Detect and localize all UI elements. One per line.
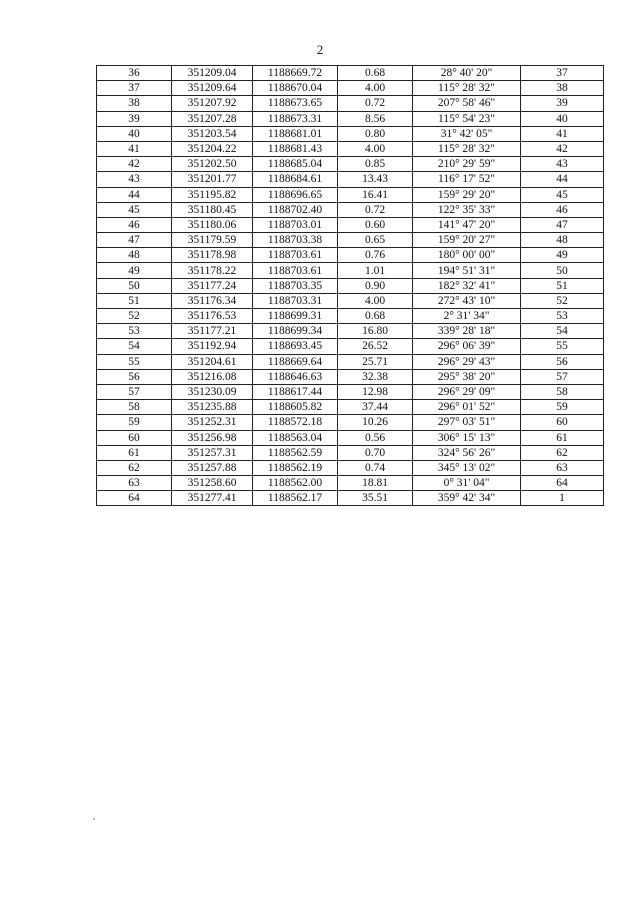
bearing-cell: 122° 35' 33" xyxy=(413,202,521,217)
point-number-cell: 44 xyxy=(97,187,172,202)
point-number-cell: 60 xyxy=(97,430,172,445)
bearing-cell: 194° 51' 31" xyxy=(413,263,521,278)
distance-cell: 8.56 xyxy=(338,111,413,126)
distance-cell: 12.98 xyxy=(338,384,413,399)
y-coordinate-cell: 1188696.65 xyxy=(253,187,338,202)
x-coordinate-cell: 351177.21 xyxy=(172,324,253,339)
x-coordinate-cell: 351257.88 xyxy=(172,460,253,475)
y-coordinate-cell: 1188673.65 xyxy=(253,96,338,111)
point-number-cell: 64 xyxy=(97,491,172,506)
point-number-cell: 37 xyxy=(97,81,172,96)
bearing-cell: 272° 43' 10" xyxy=(413,293,521,308)
bearing-cell: 31° 42' 05" xyxy=(413,126,521,141)
next-point-cell: 47 xyxy=(521,217,604,232)
x-coordinate-cell: 351207.28 xyxy=(172,111,253,126)
distance-cell: 0.68 xyxy=(338,66,413,81)
point-number-cell: 63 xyxy=(97,476,172,491)
distance-cell: 0.80 xyxy=(338,126,413,141)
x-coordinate-cell: 351195.82 xyxy=(172,187,253,202)
table-row xyxy=(97,324,604,339)
table-row xyxy=(97,202,604,217)
table-row xyxy=(97,217,604,232)
y-coordinate-cell: 1188670.04 xyxy=(253,81,338,96)
point-number-cell: 43 xyxy=(97,172,172,187)
bearing-cell: 306° 15' 13" xyxy=(413,430,521,445)
point-number-cell: 62 xyxy=(97,460,172,475)
x-coordinate-cell: 351179.59 xyxy=(172,233,253,248)
table-row xyxy=(97,172,604,187)
next-point-cell: 57 xyxy=(521,369,604,384)
next-point-cell: 44 xyxy=(521,172,604,187)
bearing-cell: 296° 29' 09" xyxy=(413,384,521,399)
table-row xyxy=(97,460,604,475)
x-coordinate-cell: 351257.31 xyxy=(172,445,253,460)
next-point-cell: 41 xyxy=(521,126,604,141)
next-point-cell: 61 xyxy=(521,430,604,445)
table-row xyxy=(97,187,604,202)
y-coordinate-cell: 1188563.04 xyxy=(253,430,338,445)
bearing-cell: 324° 56' 26" xyxy=(413,445,521,460)
page-number: 2 xyxy=(316,42,324,57)
bearing-cell: 296° 01' 52" xyxy=(413,400,521,415)
next-point-cell: 38 xyxy=(521,81,604,96)
point-number-cell: 39 xyxy=(97,111,172,126)
x-coordinate-cell: 351230.09 xyxy=(172,384,253,399)
next-point-cell: 46 xyxy=(521,202,604,217)
distance-cell: 0.90 xyxy=(338,278,413,293)
next-point-cell: 60 xyxy=(521,415,604,430)
y-coordinate-cell: 1188703.35 xyxy=(253,278,338,293)
y-coordinate-cell: 1188562.19 xyxy=(253,460,338,475)
next-point-cell: 40 xyxy=(521,111,604,126)
bearing-cell: 296° 29' 43" xyxy=(413,354,521,369)
x-coordinate-cell: 351176.34 xyxy=(172,293,253,308)
y-coordinate-cell: 1188562.00 xyxy=(253,476,338,491)
point-number-cell: 55 xyxy=(97,354,172,369)
bearing-cell: 180° 00' 00" xyxy=(413,248,521,263)
x-coordinate-cell: 351192.94 xyxy=(172,339,253,354)
next-point-cell: 64 xyxy=(521,476,604,491)
next-point-cell: 55 xyxy=(521,339,604,354)
x-coordinate-cell: 351177.24 xyxy=(172,278,253,293)
distance-cell: 0.76 xyxy=(338,248,413,263)
x-coordinate-cell: 351178.98 xyxy=(172,248,253,263)
distance-cell: 4.00 xyxy=(338,293,413,308)
y-coordinate-cell: 1188703.38 xyxy=(253,233,338,248)
y-coordinate-cell: 1188702.40 xyxy=(253,202,338,217)
y-coordinate-cell: 1188684.61 xyxy=(253,172,338,187)
x-coordinate-cell: 351202.50 xyxy=(172,157,253,172)
point-number-cell: 52 xyxy=(97,309,172,324)
distance-cell: 0.85 xyxy=(338,157,413,172)
next-point-cell: 51 xyxy=(521,278,604,293)
x-coordinate-cell: 351209.64 xyxy=(172,81,253,96)
next-point-cell: 45 xyxy=(521,187,604,202)
point-number-cell: 61 xyxy=(97,445,172,460)
y-coordinate-cell: 1188685.04 xyxy=(253,157,338,172)
table-row xyxy=(97,293,604,308)
distance-cell: 0.72 xyxy=(338,202,413,217)
distance-cell: 37.44 xyxy=(338,400,413,415)
next-point-cell: 48 xyxy=(521,233,604,248)
x-coordinate-cell: 351216.08 xyxy=(172,369,253,384)
table-row xyxy=(97,491,604,506)
next-point-cell: 49 xyxy=(521,248,604,263)
distance-cell: 0.56 xyxy=(338,430,413,445)
table-row xyxy=(97,415,604,430)
y-coordinate-cell: 1188693.45 xyxy=(253,339,338,354)
table-row xyxy=(97,96,604,111)
table-row xyxy=(97,369,604,384)
y-coordinate-cell: 1188562.17 xyxy=(253,491,338,506)
distance-cell: 4.00 xyxy=(338,141,413,156)
y-coordinate-cell: 1188703.01 xyxy=(253,217,338,232)
point-number-cell: 50 xyxy=(97,278,172,293)
table-row xyxy=(97,384,604,399)
point-number-cell: 38 xyxy=(97,96,172,111)
bearing-cell: 207° 58' 46" xyxy=(413,96,521,111)
distance-cell: 18.81 xyxy=(338,476,413,491)
y-coordinate-cell: 1188669.64 xyxy=(253,354,338,369)
distance-cell: 1.01 xyxy=(338,263,413,278)
next-point-cell: 37 xyxy=(521,66,604,81)
point-number-cell: 57 xyxy=(97,384,172,399)
bearing-cell: 345° 13' 02" xyxy=(413,460,521,475)
point-number-cell: 49 xyxy=(97,263,172,278)
bearing-cell: 295° 38' 20" xyxy=(413,369,521,384)
distance-cell: 35.51 xyxy=(338,491,413,506)
y-coordinate-cell: 1188703.61 xyxy=(253,248,338,263)
point-number-cell: 41 xyxy=(97,141,172,156)
y-coordinate-cell: 1188703.61 xyxy=(253,263,338,278)
next-point-cell: 39 xyxy=(521,96,604,111)
distance-cell: 0.72 xyxy=(338,96,413,111)
point-number-cell: 51 xyxy=(97,293,172,308)
y-coordinate-cell: 1188572.18 xyxy=(253,415,338,430)
x-coordinate-cell: 351209.04 xyxy=(172,66,253,81)
bearing-cell: 115° 54' 23" xyxy=(413,111,521,126)
point-number-cell: 42 xyxy=(97,157,172,172)
y-coordinate-cell: 1188617.44 xyxy=(253,384,338,399)
next-point-cell: 43 xyxy=(521,157,604,172)
bearing-cell: 28° 40' 20" xyxy=(413,66,521,81)
table-row xyxy=(97,111,604,126)
distance-cell: 4.00 xyxy=(338,81,413,96)
bearing-cell: 141° 47' 20" xyxy=(413,217,521,232)
bearing-cell: 0° 31' 04" xyxy=(413,476,521,491)
point-number-cell: 54 xyxy=(97,339,172,354)
y-coordinate-cell: 1188703.31 xyxy=(253,293,338,308)
y-coordinate-cell: 1188669.72 xyxy=(253,66,338,81)
bearing-cell: 2° 31' 34" xyxy=(413,309,521,324)
x-coordinate-cell: 351235.88 xyxy=(172,400,253,415)
bearing-cell: 116° 17' 52" xyxy=(413,172,521,187)
coordinates-table xyxy=(96,65,604,506)
distance-cell: 0.60 xyxy=(338,217,413,232)
bearing-cell: 159° 20' 27" xyxy=(413,233,521,248)
x-coordinate-cell: 351252.31 xyxy=(172,415,253,430)
next-point-cell: 63 xyxy=(521,460,604,475)
table-row xyxy=(97,81,604,96)
table-row xyxy=(97,157,604,172)
table-row xyxy=(97,445,604,460)
table-row xyxy=(97,476,604,491)
y-coordinate-cell: 1188699.34 xyxy=(253,324,338,339)
next-point-cell: 62 xyxy=(521,445,604,460)
distance-cell: 0.65 xyxy=(338,233,413,248)
x-coordinate-cell: 351256.98 xyxy=(172,430,253,445)
next-point-cell: 56 xyxy=(521,354,604,369)
point-number-cell: 53 xyxy=(97,324,172,339)
bearing-cell: 339° 28' 18" xyxy=(413,324,521,339)
distance-cell: 0.70 xyxy=(338,445,413,460)
distance-cell: 32.38 xyxy=(338,369,413,384)
x-coordinate-cell: 351258.60 xyxy=(172,476,253,491)
x-coordinate-cell: 351203.54 xyxy=(172,126,253,141)
table-row xyxy=(97,126,604,141)
point-number-cell: 46 xyxy=(97,217,172,232)
x-coordinate-cell: 351176.53 xyxy=(172,309,253,324)
x-coordinate-cell: 351204.22 xyxy=(172,141,253,156)
bearing-cell: 296° 06' 39" xyxy=(413,339,521,354)
y-coordinate-cell: 1188646.63 xyxy=(253,369,338,384)
distance-cell: 13.43 xyxy=(338,172,413,187)
x-coordinate-cell: 351204.61 xyxy=(172,354,253,369)
scan-speck xyxy=(93,818,95,820)
y-coordinate-cell: 1188699.31 xyxy=(253,309,338,324)
table-row xyxy=(97,248,604,263)
bearing-cell: 115° 28' 32" xyxy=(413,141,521,156)
distance-cell: 25.71 xyxy=(338,354,413,369)
point-number-cell: 58 xyxy=(97,400,172,415)
next-point-cell: 1 xyxy=(521,491,604,506)
table-row xyxy=(97,263,604,278)
distance-cell: 10.26 xyxy=(338,415,413,430)
coordinates-table-body xyxy=(97,66,604,506)
bearing-cell: 210° 29' 59" xyxy=(413,157,521,172)
table-row xyxy=(97,233,604,248)
x-coordinate-cell: 351180.06 xyxy=(172,217,253,232)
table-row xyxy=(97,400,604,415)
point-number-cell: 40 xyxy=(97,126,172,141)
x-coordinate-cell: 351180.45 xyxy=(172,202,253,217)
next-point-cell: 42 xyxy=(521,141,604,156)
point-number-cell: 48 xyxy=(97,248,172,263)
y-coordinate-cell: 1188673.31 xyxy=(253,111,338,126)
x-coordinate-cell: 351277.41 xyxy=(172,491,253,506)
distance-cell: 0.68 xyxy=(338,309,413,324)
table-row xyxy=(97,66,604,81)
next-point-cell: 59 xyxy=(521,400,604,415)
bearing-cell: 115° 28' 32" xyxy=(413,81,521,96)
bearing-cell: 159° 29' 20" xyxy=(413,187,521,202)
distance-cell: 16.41 xyxy=(338,187,413,202)
bearing-cell: 359° 42' 34" xyxy=(413,491,521,506)
point-number-cell: 36 xyxy=(97,66,172,81)
table-row xyxy=(97,278,604,293)
distance-cell: 0.74 xyxy=(338,460,413,475)
point-number-cell: 56 xyxy=(97,369,172,384)
next-point-cell: 50 xyxy=(521,263,604,278)
point-number-cell: 47 xyxy=(97,233,172,248)
next-point-cell: 52 xyxy=(521,293,604,308)
y-coordinate-cell: 1188605.82 xyxy=(253,400,338,415)
y-coordinate-cell: 1188681.01 xyxy=(253,126,338,141)
x-coordinate-cell: 351207.92 xyxy=(172,96,253,111)
y-coordinate-cell: 1188562.59 xyxy=(253,445,338,460)
bearing-cell: 297° 03' 51" xyxy=(413,415,521,430)
distance-cell: 26.52 xyxy=(338,339,413,354)
bearing-cell: 182° 32' 41" xyxy=(413,278,521,293)
point-number-cell: 45 xyxy=(97,202,172,217)
y-coordinate-cell: 1188681.43 xyxy=(253,141,338,156)
next-point-cell: 58 xyxy=(521,384,604,399)
next-point-cell: 53 xyxy=(521,309,604,324)
table-row xyxy=(97,339,604,354)
next-point-cell: 54 xyxy=(521,324,604,339)
distance-cell: 16.80 xyxy=(338,324,413,339)
point-number-cell: 59 xyxy=(97,415,172,430)
table-row xyxy=(97,354,604,369)
table-row xyxy=(97,141,604,156)
x-coordinate-cell: 351201.77 xyxy=(172,172,253,187)
table-row xyxy=(97,309,604,324)
table-row xyxy=(97,430,604,445)
x-coordinate-cell: 351178.22 xyxy=(172,263,253,278)
